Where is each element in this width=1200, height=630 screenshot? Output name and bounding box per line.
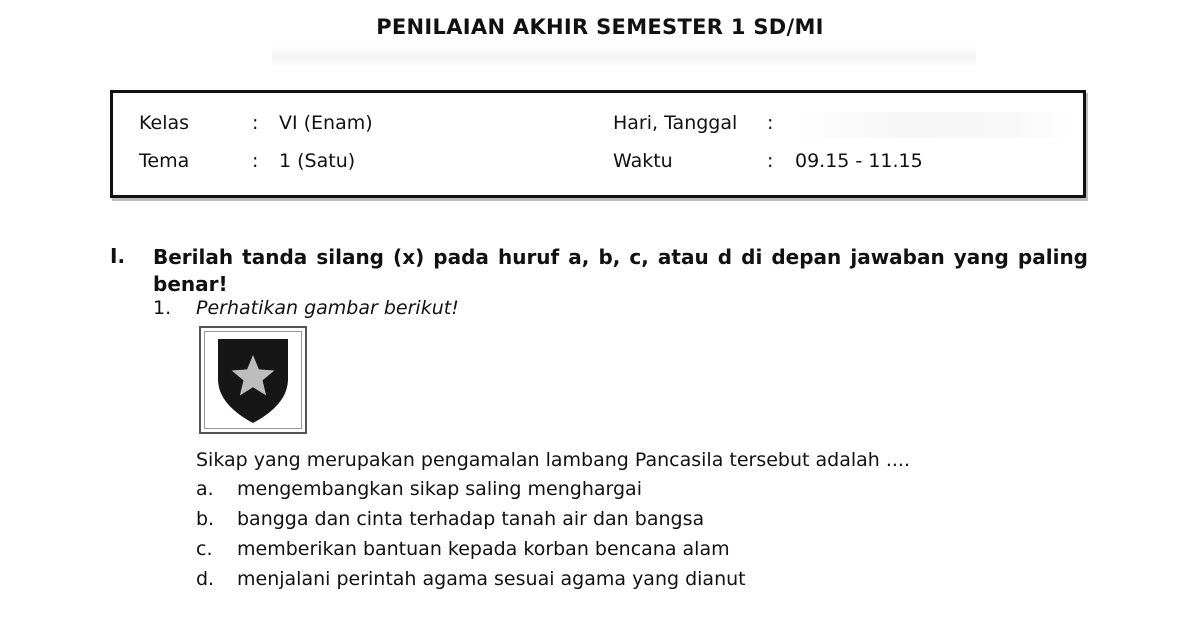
hari-tanggal-separator: : — [767, 112, 774, 134]
option-text-a: mengembangkan sikap saling menghargai — [237, 478, 642, 500]
info-box — [110, 90, 1086, 198]
tema-separator: : — [252, 150, 259, 172]
option-letter-b: b. — [196, 508, 215, 530]
option-letter-a: a. — [196, 478, 214, 500]
option-text-c: memberikan bantuan kepada korban bencana alam — [237, 538, 730, 560]
shield-star-icon — [216, 337, 290, 425]
waktu-label: Waktu — [613, 150, 673, 172]
tema-label: Tema — [139, 150, 190, 172]
kelas-separator: : — [252, 112, 259, 134]
waktu-value: 09.15 - 11.15 — [795, 150, 923, 172]
option-letter-d: d. — [196, 568, 215, 590]
hari-tanggal-value-blurred — [795, 112, 1070, 138]
option-text-b: bangga dan cinta terhadap tanah air dan bangsa — [237, 508, 705, 530]
section-number: I. — [110, 244, 126, 268]
tema-value: 1 (Satu) — [279, 150, 356, 172]
kelas-value: VI (Enam) — [279, 112, 373, 134]
section-instruction: Berilah tanda silang (x) pada huruf a, b, c, atau d di depan jawaban yang paling benar! — [153, 245, 1088, 296]
option-text-d: menjalani perintah agama sesuai agama yang dianut — [237, 568, 746, 590]
question-stem: Sikap yang merupakan pengamalan lambang Pancasila tersebut adalah .... — [196, 449, 911, 471]
hari-tanggal-label: Hari, Tanggal — [613, 112, 738, 134]
question-number: 1. — [153, 297, 172, 319]
emblem-image — [199, 326, 307, 434]
waktu-separator: : — [767, 150, 774, 172]
faint-subtitle-line — [272, 46, 976, 68]
kelas-label: Kelas — [139, 112, 190, 134]
page-title: PENILAIAN AKHIR SEMESTER 1 SD/MI — [376, 15, 824, 39]
option-letter-c: c. — [196, 538, 213, 560]
question-prompt: Perhatikan gambar berikut! — [196, 297, 459, 319]
